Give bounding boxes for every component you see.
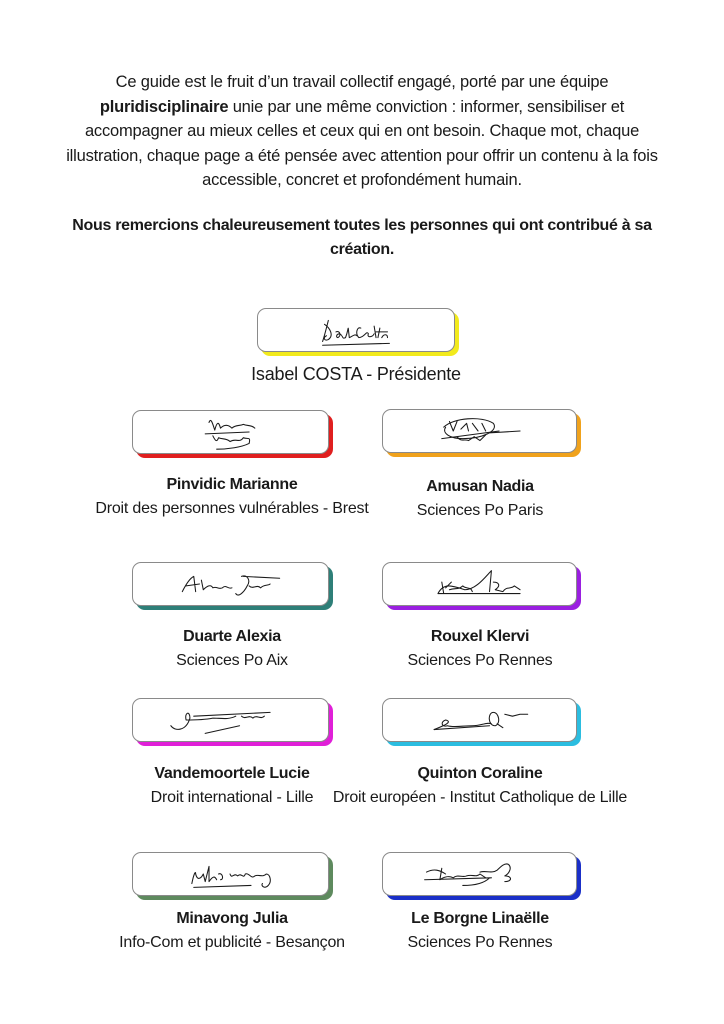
- signature-box: [382, 852, 577, 896]
- contributor-role: Sciences Po Rennes: [407, 652, 553, 669]
- signature-isabel-costa: [258, 309, 454, 351]
- contributor-role: Droit international - Lille: [150, 789, 314, 806]
- signature-nadia-amusan: [383, 410, 576, 452]
- signature-julia-minavong: [133, 853, 328, 895]
- contributor-name: Quinton Coraline: [417, 765, 543, 782]
- signature-marianne-pinvidic: [133, 411, 328, 453]
- contributor-name: Vandemoortele Lucie: [154, 765, 310, 782]
- thanks-statement: Nous remercions chaleureusement toutes les personnes qui ont contribué à sa création.: [72, 217, 652, 258]
- contributor-name: Minavong Julia: [176, 910, 288, 927]
- contributor-name: Duarte Alexia: [183, 628, 281, 645]
- contributor-role: Sciences Po Rennes: [407, 934, 553, 951]
- signature-vandemoortele-lucie: [133, 699, 328, 741]
- intro-paragraph: [60, 70, 664, 193]
- signature-box: [382, 409, 577, 453]
- intro-text-start: Ce guide est le fruit d’un travail collectif engagé, porté par une équipe: [115, 73, 609, 91]
- signature-coraline-quinton: [383, 699, 576, 741]
- contributor-role: Droit des personnes vulnérables - Brest: [95, 500, 369, 517]
- signature-klervi-rouxel: [383, 563, 576, 605]
- president-signature-box: [257, 308, 455, 352]
- contributor-name: Pinvidic Marianne: [166, 476, 298, 493]
- signature-box: [382, 698, 577, 742]
- signature-box: [132, 562, 329, 606]
- contributor-role: Info-Com et publicité - Besançon: [119, 934, 345, 951]
- contributor-role: Droit européen - Institut Catholique de Lille: [332, 789, 628, 806]
- contributor-name: Rouxel Klervi: [430, 628, 530, 645]
- president-caption: Isabel COSTA - Présidente: [251, 364, 461, 384]
- signature-box: [132, 852, 329, 896]
- signature-box: [132, 698, 329, 742]
- signature-box: [132, 410, 329, 454]
- signature-lina-lle-leborgne: [383, 853, 576, 895]
- signature-alexia-duarte: [133, 563, 328, 605]
- signature-box: [382, 562, 577, 606]
- contributor-name: Le Borgne Linaëlle: [411, 910, 549, 927]
- intro-bold-word: pluridisciplinaire: [99, 97, 229, 116]
- intro-text-rest: unie par une même conviction : informer, sensibiliser et accompagner au mieux celles et ceux qui en ont besoin. Chaque mot, chaque illustration, chaque page a été pensée avec attention pour offrir un contenu à la fois accessible, concret et profondément humain.: [66, 97, 658, 189]
- contributor-role: Sciences Po Paris: [416, 502, 544, 519]
- contributor-role: Sciences Po Aix: [176, 652, 288, 669]
- contributor-name: Amusan Nadia: [426, 478, 534, 495]
